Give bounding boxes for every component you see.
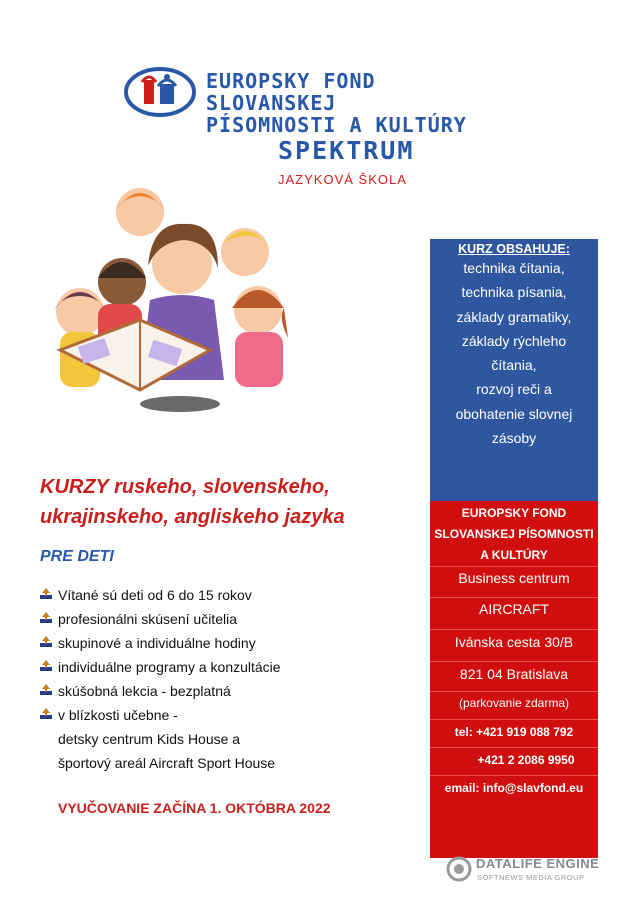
start-date-notice: VYUČOVANIE ZAČÍNA 1. OKTÓBRA 2022 xyxy=(58,800,331,816)
list-item-text: Vítané sú deti od 6 do 15 rokov xyxy=(58,587,252,603)
address-line: Business centrum xyxy=(430,566,598,597)
arrow-bullet-icon xyxy=(40,636,52,648)
phone-number[interactable]: +421 2 2086 9950 xyxy=(430,747,598,775)
address-line: Ivánska cesta 30/B xyxy=(430,629,598,661)
list-item-continuation: športový areál Aircraft Sport House xyxy=(58,755,276,771)
course-title-line2: ukrajinskeho, angliskeho jazyka xyxy=(40,506,345,528)
contact-org-line: SLOVANSKEJ PÍSOMNOSTI xyxy=(434,527,594,541)
list-item-continuation: detsky centrum Kids House a xyxy=(58,731,241,747)
email-link[interactable]: email: info@slavfond.eu xyxy=(430,775,598,804)
organization-logo xyxy=(124,66,196,118)
course-content-item: čítania, xyxy=(491,357,537,374)
arrow-bullet-icon xyxy=(40,708,52,720)
contact-box xyxy=(430,501,598,858)
watermark-title: DATALIFE ENGINE xyxy=(476,856,600,871)
course-title-line1: KURZY ruskeho, slovenskeho, xyxy=(40,476,330,498)
list-item xyxy=(40,679,420,703)
course-title xyxy=(40,472,420,532)
arrow-bullet-icon xyxy=(40,684,52,696)
contact-org-name xyxy=(430,501,598,566)
list-item-text: individuálne programy a konzultácie xyxy=(58,659,281,675)
list-item-text: profesionálni skúsení učitelia xyxy=(58,611,237,627)
watermark-subtitle: SOFTNEWS MEDIA GROUP xyxy=(477,873,585,882)
course-contents-box xyxy=(430,239,598,501)
features-list xyxy=(40,583,420,775)
org-name-line1: EUROPSKY FOND SLOVANSKEJ xyxy=(206,69,376,115)
course-content-item: technika písania, xyxy=(461,284,567,301)
parking-info: (parkovanie zdarma) xyxy=(430,691,598,719)
contact-org-line: EUROPSKY FOND xyxy=(461,506,567,520)
organization-name xyxy=(206,70,506,136)
course-content-item: zásoby xyxy=(491,430,537,447)
address-line: 821 04 Bratislava xyxy=(430,661,598,691)
list-item xyxy=(40,583,420,607)
list-item xyxy=(40,631,420,655)
list-item xyxy=(40,703,420,727)
list-item xyxy=(40,655,420,679)
contact-org-line: A KULTÚRY xyxy=(480,548,548,562)
phone-number[interactable]: tel: +421 919 088 792 xyxy=(430,719,598,747)
course-contents-heading: KURZ OBSAHUJE: xyxy=(458,242,570,256)
list-item-text: skupinové a individuálne hodiny xyxy=(58,635,256,651)
children-reading-illustration xyxy=(30,182,320,422)
course-content-item: obohatenie slovnej xyxy=(455,405,573,422)
course-content-item: technika čítania, xyxy=(463,260,565,276)
arrow-bullet-icon xyxy=(40,588,52,600)
datalife-logo-icon xyxy=(446,856,472,882)
school-type: JAZYKOVÁ ŠKOLA xyxy=(278,172,407,187)
course-content-item: základy gramatiky, xyxy=(456,308,572,325)
org-name-line2: PÍSOMNOSTI A KULTÚRY xyxy=(206,113,467,137)
course-audience: PRE DETI xyxy=(40,548,114,565)
list-item xyxy=(40,607,420,631)
course-content-item: rozvoj reči a xyxy=(476,381,552,398)
list-item-text: v blízkosti učebne - xyxy=(58,707,178,723)
address-line: AIRCRAFT xyxy=(430,597,598,629)
course-content-item: základy rýchleho xyxy=(461,332,567,349)
arrow-bullet-icon xyxy=(40,612,52,624)
list-item-text: skúšobná lekcia - bezplatná xyxy=(58,683,231,699)
school-name: SPEKTRUM xyxy=(278,136,415,165)
arrow-bullet-icon xyxy=(40,660,52,672)
